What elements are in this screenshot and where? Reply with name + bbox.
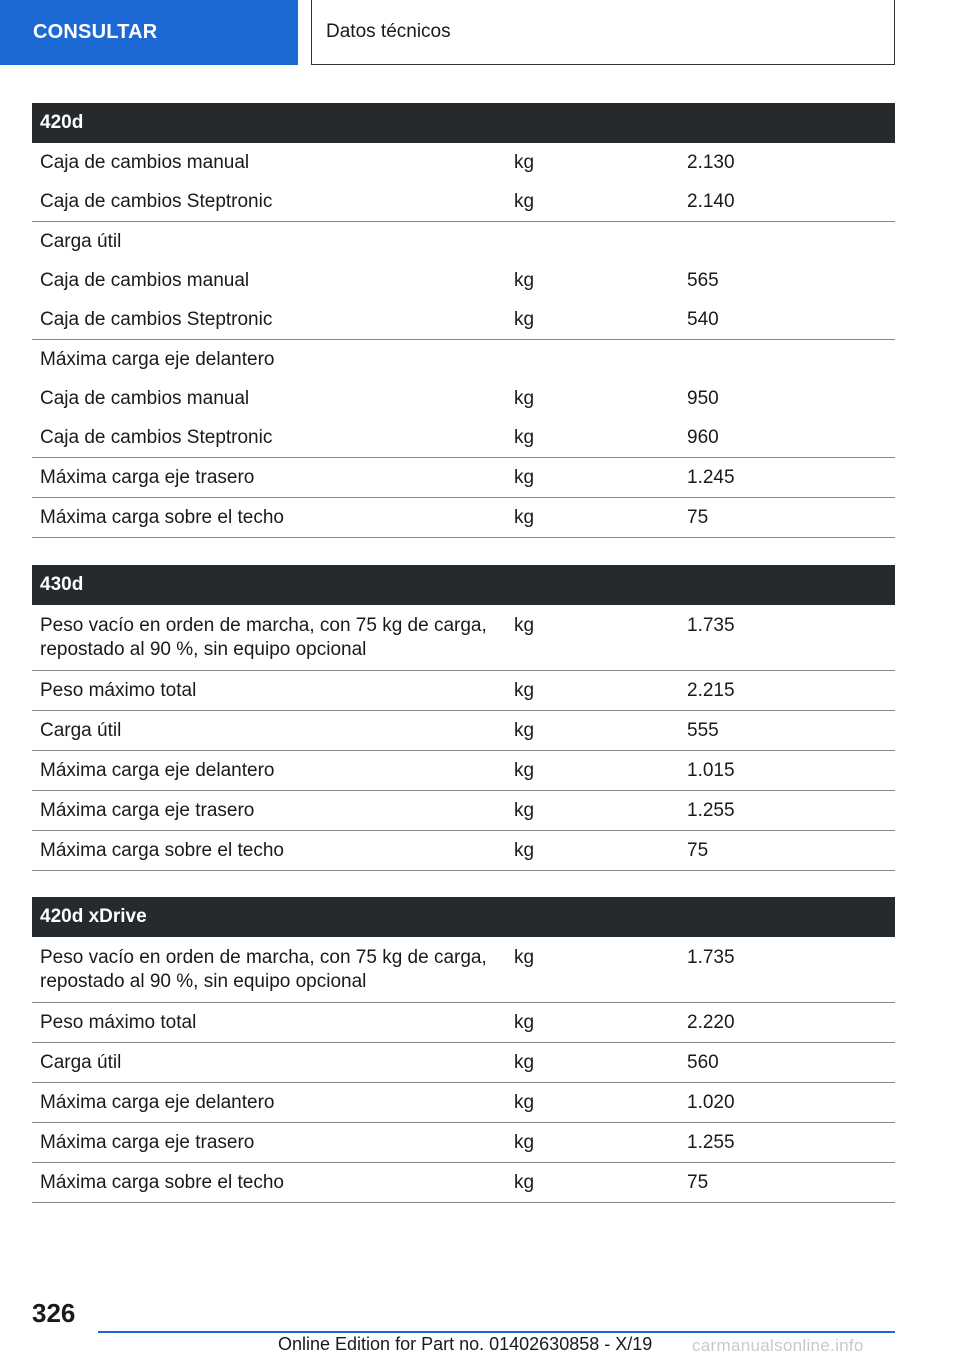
row-value: 1.020 xyxy=(687,1092,735,1113)
row-value: 1.245 xyxy=(687,467,735,488)
row-unit: kg xyxy=(514,270,535,291)
table-row xyxy=(32,791,895,831)
row-value: 555 xyxy=(687,720,719,741)
row-label: Máxima carga eje delantero xyxy=(40,349,275,370)
table-header xyxy=(32,565,895,605)
table-row xyxy=(32,143,895,182)
chapter-title: Datos técnicos xyxy=(326,21,451,42)
edition-note: Online Edition for Part no. 01402630858 - X/19 xyxy=(278,1334,653,1354)
table-row xyxy=(32,937,895,1003)
row-value xyxy=(679,348,895,372)
row-unit: kg xyxy=(514,1092,535,1113)
chapter-title-box xyxy=(311,0,895,65)
row-unit: kg xyxy=(514,1132,535,1153)
table-row xyxy=(32,1163,895,1203)
row-value: 565 xyxy=(687,270,719,291)
row-label: Máxima carga eje trasero xyxy=(40,1132,255,1153)
row-unit xyxy=(506,230,679,254)
row-unit: kg xyxy=(514,427,535,448)
row-label: Caja de cambios Steptronic xyxy=(40,309,273,330)
row-label: Caja de cambios manual xyxy=(40,270,250,291)
row-value: 75 xyxy=(687,1172,709,1193)
row-label: Peso vacío en orden de marcha, con 75 kg de carga, repostado al 90 %, sin equipo opcional xyxy=(40,947,487,992)
table-header xyxy=(32,103,895,143)
row-unit: kg xyxy=(514,800,535,821)
row-unit: kg xyxy=(514,388,535,409)
table-row-group-heading xyxy=(32,340,895,379)
row-unit: kg xyxy=(514,309,535,330)
row-value: 560 xyxy=(687,1052,719,1073)
table-row xyxy=(32,711,895,751)
row-value: 2.220 xyxy=(687,1012,735,1033)
section-tab-label: CONSULTAR xyxy=(33,21,158,43)
row-value: 1.015 xyxy=(687,760,735,781)
row-value: 1.255 xyxy=(687,1132,735,1153)
row-value: 950 xyxy=(687,388,719,409)
table-title: 420d xyxy=(40,112,84,133)
footer-divider xyxy=(98,1331,895,1333)
row-label: Caja de cambios manual xyxy=(40,388,250,409)
table-420d xyxy=(32,103,895,538)
row-unit: kg xyxy=(514,947,535,968)
table-row xyxy=(32,1003,895,1043)
row-unit: kg xyxy=(514,507,535,528)
row-unit: kg xyxy=(514,1052,535,1073)
table-row xyxy=(32,458,895,498)
table-row xyxy=(32,1043,895,1083)
table-row xyxy=(32,671,895,711)
table-row xyxy=(32,751,895,791)
watermark: carmanualsonline.info xyxy=(692,1336,864,1355)
row-label: Máxima carga sobre el techo xyxy=(40,1172,284,1193)
table-row-group-heading xyxy=(32,222,895,261)
table-row xyxy=(32,1083,895,1123)
row-unit: kg xyxy=(514,1012,535,1033)
row-value: 75 xyxy=(687,840,709,861)
table-title: 420d xDrive xyxy=(40,906,147,927)
row-value: 75 xyxy=(687,507,709,528)
row-unit: kg xyxy=(514,680,535,701)
table-420d-xdrive xyxy=(32,897,895,1203)
table-row xyxy=(32,1123,895,1163)
table-header xyxy=(32,897,895,937)
row-value: 1.735 xyxy=(687,947,735,968)
row-unit: kg xyxy=(514,760,535,781)
row-label: Caja de cambios Steptronic xyxy=(40,191,273,212)
row-unit: kg xyxy=(514,615,535,636)
row-value: 540 xyxy=(687,309,719,330)
page-number: 326 xyxy=(32,1298,76,1328)
table-row xyxy=(32,261,895,300)
table-row xyxy=(32,498,895,538)
table-row xyxy=(32,379,895,418)
row-value: 2.130 xyxy=(687,152,735,173)
row-label: Peso máximo total xyxy=(40,1012,197,1033)
row-label: Máxima carga eje delantero xyxy=(40,760,275,781)
table-row xyxy=(32,831,895,871)
row-unit: kg xyxy=(514,152,535,173)
row-value: 2.140 xyxy=(687,191,735,212)
table-title: 430d xyxy=(40,574,84,595)
row-label: Máxima carga eje trasero xyxy=(40,467,255,488)
row-unit xyxy=(506,348,679,372)
row-label: Máxima carga eje delantero xyxy=(40,1092,275,1113)
row-value: 1.735 xyxy=(687,615,735,636)
row-label: Carga útil xyxy=(40,1052,122,1073)
table-row xyxy=(32,300,895,340)
row-label: Carga útil xyxy=(40,231,122,252)
table-row xyxy=(32,418,895,458)
row-value xyxy=(679,230,895,254)
row-unit: kg xyxy=(514,467,535,488)
table-row xyxy=(32,182,895,222)
row-unit: kg xyxy=(514,840,535,861)
row-unit: kg xyxy=(514,720,535,741)
row-unit: kg xyxy=(514,191,535,212)
row-unit: kg xyxy=(514,1172,535,1193)
row-label: Peso máximo total xyxy=(40,680,197,701)
row-label: Carga útil xyxy=(40,720,122,741)
row-value: 960 xyxy=(687,427,719,448)
row-label: Máxima carga sobre el techo xyxy=(40,507,284,528)
row-label: Caja de cambios Steptronic xyxy=(40,427,273,448)
row-value: 2.215 xyxy=(687,680,735,701)
table-430d xyxy=(32,565,895,871)
section-tab-consultar[interactable] xyxy=(0,0,298,65)
row-value: 1.255 xyxy=(687,800,735,821)
row-label: Caja de cambios manual xyxy=(40,152,250,173)
row-label: Máxima carga eje trasero xyxy=(40,800,255,821)
row-label: Peso vacío en orden de marcha, con 75 kg de carga, repostado al 90 %, sin equipo opcional xyxy=(40,615,487,660)
row-label: Máxima carga sobre el techo xyxy=(40,840,284,861)
table-row xyxy=(32,605,895,671)
